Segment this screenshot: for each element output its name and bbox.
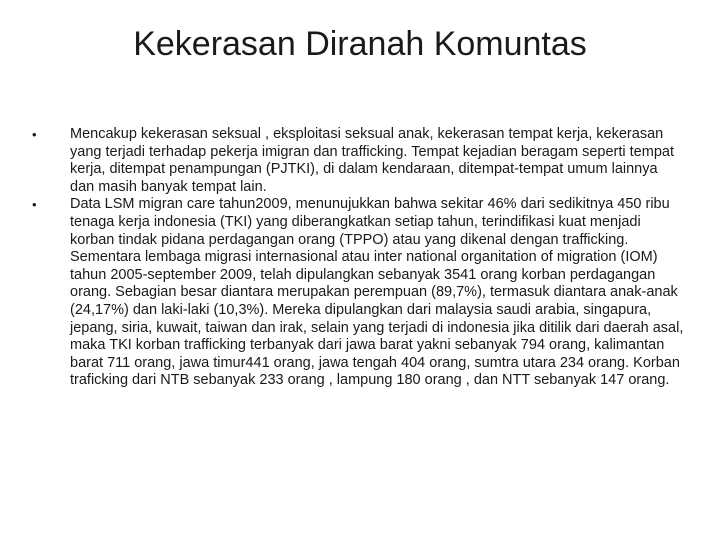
- bullet-text: Mencakup kekerasan seksual , eksploitasi seksual anak, kekerasan tempat kerja, kekerasan yang terjadi terhadap pekerja imigran dan trafficking. Tempat kejadian beragam seperti tempat kerja, ditempat penampungan (PJTKI), di dalam kendaraan, ditempat-tempat umum lainnya dan masih banyak tempat lain.: [70, 126, 674, 195]
- bullet-marker: •: [32, 197, 37, 213]
- bullet-marker: •: [32, 127, 37, 142]
- bullet-text: Data LSM migran care tahun2009, menunujukkan bahwa sekitar 46% dari sedikitnya 450 ribu tenaga kerja indonesia (TKI) yang diberangkatkan setiap tahun, terindifikasi kuat menjadi korban tindak pidana perdagangan orang (TPPO) atau yang dikenal dengan trafficking. Sementara lembaga migrasi internasional atau inter national organitation of migration (IOM) tahun 2005-september 2009, telah dipulangkan sebanyak 3541 orang korban perdagangan orang. Sebagian besar diantara merupakan perempuan (89,7%), termasuk diantara anak-anak (24,17%) dan laki-laki (10,3%). Mereka dipulangkan dari malaysia saudi arabia, singapura, jepang, siria, kuwait, taiwan dan irak, selain yang terjadi di indonesia jika ditilik dari daerah asal, maka TKI korban trafficking terbanyak dari jawa barat yakni sebanyak 794 orang, kalimantan barat 711 orang, jawa timur441 orang, jawa tengah 404 orang, sumtra utara 234 orang. Korban traficking dari NTB sebanyak 233 orang , lampung 180 orang , dan NTT sebanyak 147 orang.: [70, 196, 684, 389]
- slide-title: Kekerasan Diranah Komuntas: [133, 25, 587, 63]
- bullet-list: [28, 126, 684, 390]
- bullet-item: [28, 126, 684, 196]
- bullet-item: [28, 196, 684, 390]
